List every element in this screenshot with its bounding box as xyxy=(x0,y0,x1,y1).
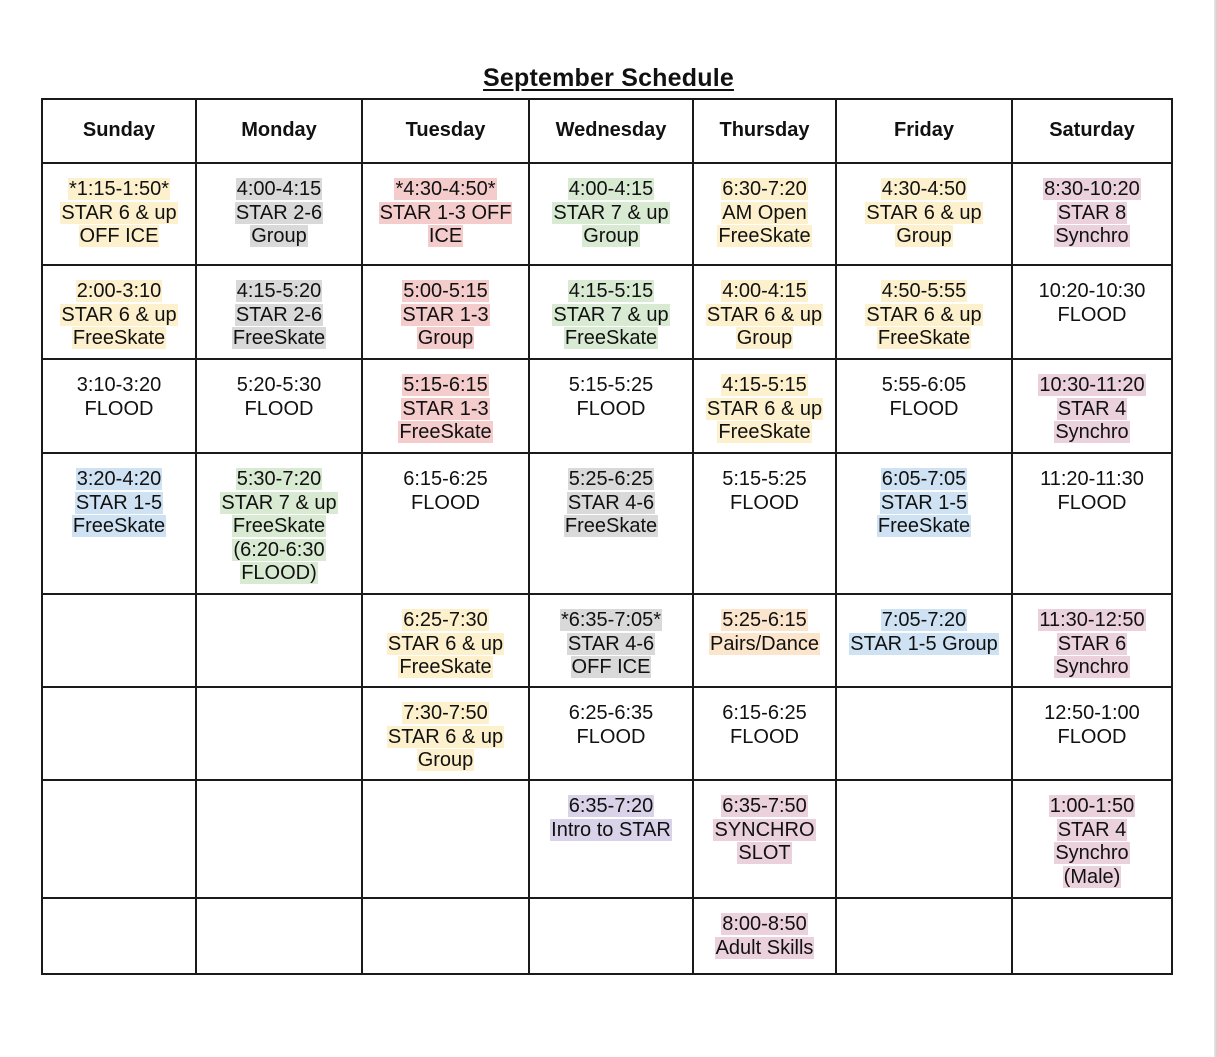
session-block xyxy=(694,360,835,445)
session-detail: STAR 6 & up xyxy=(866,201,982,224)
session-detail: FreeSkate xyxy=(718,421,811,443)
session-block xyxy=(837,164,1011,249)
session-block xyxy=(1013,454,1171,515)
session-detail: FLOOD xyxy=(84,397,154,420)
schedule-cell-friday xyxy=(836,780,1012,898)
session-block xyxy=(694,454,835,515)
session-block xyxy=(43,781,195,795)
schedule-body xyxy=(42,163,1172,974)
session-time: 5:20-5:30 xyxy=(236,374,322,396)
session-detail: FreeSkate xyxy=(718,225,811,247)
schedule-row xyxy=(42,594,1172,687)
session-block xyxy=(530,688,692,749)
session-block xyxy=(43,454,195,539)
session-block xyxy=(363,899,528,913)
session-block xyxy=(1013,360,1171,445)
session-block xyxy=(1013,899,1171,913)
session-block xyxy=(43,899,195,913)
session-block xyxy=(363,688,528,773)
schedule-cell-sunday xyxy=(42,687,196,780)
schedule-cell-tuesday xyxy=(362,163,529,265)
schedule-cell-saturday xyxy=(1012,265,1172,359)
session-detail: FLOOD xyxy=(1057,303,1127,326)
schedule-cell-wednesday xyxy=(529,163,693,265)
schedule-cell-thursday xyxy=(693,359,836,453)
schedule-cell-sunday xyxy=(42,594,196,687)
schedule-cell-thursday xyxy=(693,453,836,594)
session-detail: Synchro xyxy=(1055,421,1129,443)
schedule-cell-saturday xyxy=(1012,163,1172,265)
schedule-cell-wednesday xyxy=(529,687,693,780)
session-block xyxy=(837,899,1011,913)
session-detail: STAR 1-5 Group xyxy=(850,632,998,655)
session-block xyxy=(363,360,528,445)
day-header-sunday: Sunday xyxy=(42,99,196,163)
session-detail: Group xyxy=(251,225,307,247)
session-block xyxy=(530,454,692,539)
schedule-cell-friday xyxy=(836,265,1012,359)
schedule-cell-sunday xyxy=(42,898,196,974)
session-detail: STAR 4 xyxy=(1057,397,1127,420)
schedule-cell-saturday xyxy=(1012,898,1172,974)
session-block xyxy=(43,688,195,702)
session-block xyxy=(530,899,692,913)
session-time: 5:25-6:25 xyxy=(568,468,654,490)
schedule-row xyxy=(42,898,1172,974)
schedule-cell-saturday xyxy=(1012,453,1172,594)
session-block xyxy=(363,266,528,351)
schedule-cell-monday xyxy=(196,898,362,974)
session-time: 4:50-5:55 xyxy=(881,280,967,302)
session-block xyxy=(530,595,692,680)
session-detail: FLOOD xyxy=(244,397,314,420)
schedule-cell-thursday xyxy=(693,687,836,780)
session-block xyxy=(530,164,692,249)
schedule-cell-wednesday xyxy=(529,265,693,359)
session-time: 10:30-11:20 xyxy=(1039,374,1145,396)
schedule-cell-sunday xyxy=(42,359,196,453)
session-detail: STAR 6 xyxy=(1057,632,1127,655)
session-detail: Synchro xyxy=(1055,225,1129,247)
schedule-cell-tuesday xyxy=(362,359,529,453)
schedule-row xyxy=(42,359,1172,453)
session-time: 6:15-6:25 xyxy=(722,702,807,724)
schedule-table xyxy=(41,98,1173,975)
session-detail: STAR 1-5 xyxy=(880,491,968,514)
session-detail: FreeSkate xyxy=(232,515,326,537)
page-title: September Schedule xyxy=(483,64,734,92)
session-block xyxy=(197,899,361,913)
session-block xyxy=(837,454,1011,539)
schedule-cell-tuesday xyxy=(362,453,529,594)
schedule-cell-thursday xyxy=(693,265,836,359)
session-time: 4:15-5:15 xyxy=(722,374,807,396)
session-time: 6:05-7:05 xyxy=(881,468,967,490)
day-header-saturday: Saturday xyxy=(1012,99,1172,163)
schedule-cell-sunday xyxy=(42,453,196,594)
session-time: 6:30-7:20 xyxy=(722,178,807,200)
schedule-cell-tuesday xyxy=(362,265,529,359)
session-block xyxy=(1013,688,1171,749)
session-detail: AM Open xyxy=(722,201,807,224)
schedule-cell-saturday xyxy=(1012,687,1172,780)
session-detail: FLOOD xyxy=(730,491,799,514)
session-time: 5:15-6:15 xyxy=(403,374,488,396)
schedule-cell-sunday xyxy=(42,265,196,359)
session-time: 11:30-12:50 xyxy=(1039,609,1145,631)
session-detail: Adult Skills xyxy=(715,936,814,959)
schedule-cell-monday xyxy=(196,780,362,898)
schedule-header xyxy=(42,99,1172,163)
session-detail: STAR 4 xyxy=(1057,818,1127,841)
schedule-cell-tuesday xyxy=(362,594,529,687)
session-time: 5:15-5:25 xyxy=(722,468,807,490)
session-time: 6:35-7:50 xyxy=(722,795,807,817)
session-detail: FreeSkate xyxy=(877,327,971,349)
session-detail: STAR 6 & up xyxy=(866,303,982,326)
schedule-cell-wednesday xyxy=(529,898,693,974)
session-detail: STAR 7 & up xyxy=(553,303,669,326)
session-detail: FLOOD xyxy=(576,725,646,748)
session-block xyxy=(197,688,361,702)
day-header-monday: Monday xyxy=(196,99,362,163)
session-time: 4:15-5:20 xyxy=(236,280,322,302)
session-detail: FLOOD xyxy=(411,491,480,514)
session-detail: FLOOD xyxy=(576,397,646,420)
session-block xyxy=(530,781,692,842)
session-time: 8:00-8:50 xyxy=(722,913,807,935)
session-detail: STAR 1-3 xyxy=(402,303,489,326)
schedule-cell-tuesday xyxy=(362,898,529,974)
session-detail: (Male) xyxy=(1063,865,1121,888)
session-detail: STAR 1-3 OFF xyxy=(379,201,512,224)
schedule-cell-monday xyxy=(196,594,362,687)
session-detail: Group xyxy=(896,225,952,247)
session-time: *6:35-7:05* xyxy=(560,609,662,631)
session-detail: Intro to STAR xyxy=(551,818,671,841)
session-time: *1:15-1:50* xyxy=(68,178,170,200)
schedule-cell-monday xyxy=(196,359,362,453)
session-block xyxy=(694,266,835,351)
session-detail: STAR 6 & up xyxy=(61,201,177,224)
session-time: 6:15-6:25 xyxy=(403,468,488,490)
session-detail: Group xyxy=(417,749,474,771)
schedule-row xyxy=(42,163,1172,265)
session-time: 10:20-10:30 xyxy=(1038,280,1146,302)
schedule-cell-friday xyxy=(836,163,1012,265)
session-block xyxy=(197,266,361,351)
session-block xyxy=(530,266,692,351)
schedule-cell-friday xyxy=(836,687,1012,780)
session-detail: Synchro xyxy=(1055,842,1129,864)
session-detail: FreeSkate xyxy=(399,421,492,443)
session-detail: STAR 1-3 xyxy=(402,397,489,420)
session-detail: STAR 1-5 xyxy=(75,491,163,514)
schedule-cell-monday xyxy=(196,453,362,594)
session-block xyxy=(43,595,195,609)
session-detail: STAR 6 & up xyxy=(706,303,823,326)
session-block xyxy=(694,688,835,749)
day-header-wednesday: Wednesday xyxy=(529,99,693,163)
session-detail: (6:20-6:30 xyxy=(233,538,325,561)
session-time: 6:25-6:35 xyxy=(568,702,654,724)
session-block xyxy=(363,454,528,515)
session-detail: STAR 6 & up xyxy=(387,632,504,655)
session-block xyxy=(1013,266,1171,327)
session-time: 12:50-1:00 xyxy=(1044,702,1140,724)
session-detail: FreeSkate xyxy=(72,515,166,537)
session-block xyxy=(1013,164,1171,249)
session-detail: Synchro xyxy=(1055,656,1129,678)
session-detail: FLOOD xyxy=(889,397,959,420)
session-block xyxy=(363,781,528,795)
day-header-friday: Friday xyxy=(836,99,1012,163)
session-detail: FreeSkate xyxy=(399,656,492,678)
session-time: 1:00-1:50 xyxy=(1049,795,1135,817)
session-detail: SYNCHRO xyxy=(714,818,815,841)
schedule-cell-thursday xyxy=(693,163,836,265)
session-detail: Group xyxy=(417,327,474,349)
session-detail: Group xyxy=(583,225,639,247)
session-detail: OFF ICE xyxy=(79,225,159,247)
session-block xyxy=(530,360,692,421)
schedule-cell-tuesday xyxy=(362,780,529,898)
session-block xyxy=(197,781,361,795)
session-time: 4:30-4:50 xyxy=(881,178,967,200)
session-block xyxy=(43,164,195,249)
session-block xyxy=(837,360,1011,421)
session-block xyxy=(43,266,195,351)
session-detail: ICE xyxy=(428,225,463,247)
session-time: 7:30-7:50 xyxy=(403,702,488,724)
schedule-cell-sunday xyxy=(42,163,196,265)
session-block xyxy=(694,164,835,249)
session-time: 8:30-10:20 xyxy=(1044,178,1140,200)
session-time: 2:00-3:10 xyxy=(76,280,162,302)
session-detail: SLOT xyxy=(738,842,791,864)
session-block xyxy=(694,781,835,866)
session-detail: FreeSkate xyxy=(877,515,971,537)
session-block xyxy=(197,595,361,609)
session-block xyxy=(694,899,835,960)
schedule-row xyxy=(42,780,1172,898)
schedule-row xyxy=(42,265,1172,359)
session-block xyxy=(1013,781,1171,889)
schedule-row xyxy=(42,453,1172,594)
session-block xyxy=(837,266,1011,351)
session-detail: STAR 7 & up xyxy=(553,201,669,224)
session-detail: STAR 7 & up xyxy=(221,491,337,514)
day-header-thursday: Thursday xyxy=(693,99,836,163)
session-detail: OFF ICE xyxy=(571,656,651,678)
day-header-tuesday: Tuesday xyxy=(362,99,529,163)
session-detail: STAR 6 & up xyxy=(387,725,504,748)
schedule-cell-friday xyxy=(836,453,1012,594)
header-row xyxy=(42,99,1172,163)
session-detail: FreeSkate xyxy=(232,327,326,349)
session-detail: STAR 4-6 xyxy=(567,491,655,514)
session-detail: STAR 2-6 xyxy=(235,201,323,224)
schedule-cell-saturday xyxy=(1012,359,1172,453)
session-time: 3:20-4:20 xyxy=(76,468,162,490)
schedule-cell-friday xyxy=(836,898,1012,974)
schedule-cell-saturday xyxy=(1012,594,1172,687)
schedule-cell-wednesday xyxy=(529,780,693,898)
session-time: *4:30-4:50* xyxy=(395,178,496,200)
session-detail: FLOOD xyxy=(1057,491,1127,514)
session-detail: STAR 8 xyxy=(1057,201,1127,224)
session-detail: FreeSkate xyxy=(72,327,166,349)
session-time: 4:15-5:15 xyxy=(568,280,654,302)
session-time: 11:20-11:30 xyxy=(1040,468,1144,490)
session-detail: FreeSkate xyxy=(564,327,658,349)
session-detail: FLOOD) xyxy=(241,562,317,584)
session-detail: Pairs/Dance xyxy=(710,632,819,655)
schedule-cell-friday xyxy=(836,359,1012,453)
session-detail: FreeSkate xyxy=(564,515,658,537)
session-block xyxy=(1013,595,1171,680)
schedule-cell-friday xyxy=(836,594,1012,687)
session-block xyxy=(363,595,528,680)
session-block xyxy=(197,164,361,249)
session-block xyxy=(197,454,361,586)
session-block xyxy=(837,688,1011,702)
session-detail: STAR 4-6 xyxy=(567,632,655,655)
session-time: 5:30-7:20 xyxy=(236,468,322,490)
session-block xyxy=(197,360,361,421)
session-time: 6:25-7:30 xyxy=(403,609,488,631)
schedule-cell-wednesday xyxy=(529,594,693,687)
session-block xyxy=(363,164,528,249)
session-block xyxy=(694,595,835,656)
schedule-cell-saturday xyxy=(1012,780,1172,898)
schedule-cell-monday xyxy=(196,687,362,780)
session-detail: FLOOD xyxy=(730,725,799,748)
session-time: 5:55-6:05 xyxy=(881,374,967,396)
session-time: 5:00-5:15 xyxy=(403,280,488,302)
session-time: 5:15-5:25 xyxy=(568,374,654,396)
session-detail: STAR 6 & up xyxy=(706,397,823,420)
schedule-cell-thursday xyxy=(693,594,836,687)
session-detail: Group xyxy=(736,327,793,349)
session-time: 4:00-4:15 xyxy=(568,178,654,200)
session-time: 7:05-7:20 xyxy=(881,609,967,631)
session-block xyxy=(837,781,1011,795)
schedule-row xyxy=(42,687,1172,780)
session-time: 4:00-4:15 xyxy=(236,178,322,200)
session-block xyxy=(837,595,1011,656)
session-detail: STAR 6 & up xyxy=(61,303,177,326)
schedule-cell-sunday xyxy=(42,780,196,898)
session-detail: STAR 2-6 xyxy=(235,303,323,326)
session-time: 6:35-7:20 xyxy=(568,795,654,817)
schedule-cell-thursday xyxy=(693,898,836,974)
schedule-cell-tuesday xyxy=(362,687,529,780)
session-block xyxy=(43,360,195,421)
schedule-cell-monday xyxy=(196,265,362,359)
schedule-cell-wednesday xyxy=(529,359,693,453)
schedule-cell-thursday xyxy=(693,780,836,898)
session-time: 5:25-6:15 xyxy=(722,609,807,631)
session-time: 3:10-3:20 xyxy=(76,374,162,396)
schedule-cell-monday xyxy=(196,163,362,265)
session-detail: FLOOD xyxy=(1057,725,1127,748)
schedule-cell-wednesday xyxy=(529,453,693,594)
session-time: 4:00-4:15 xyxy=(722,280,807,302)
